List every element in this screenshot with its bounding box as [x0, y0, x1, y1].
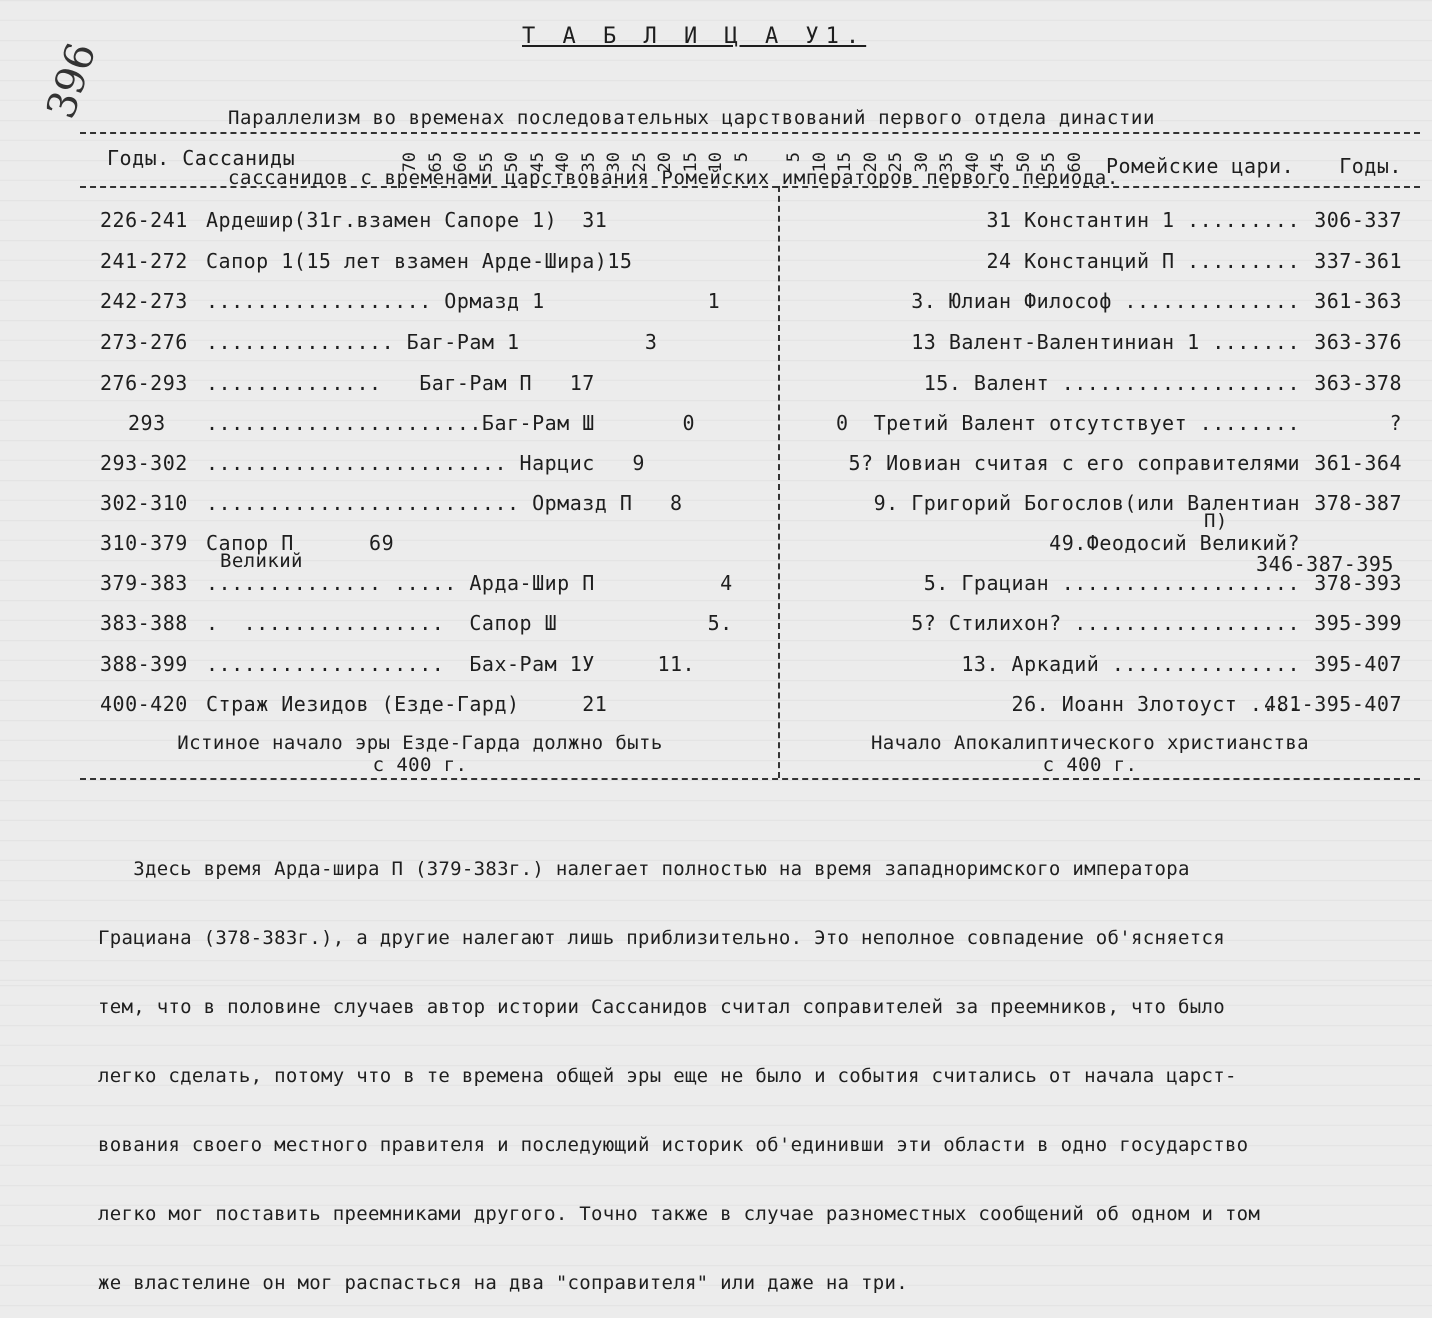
header-divider — [80, 186, 1420, 188]
row-left-ruler: Сапор 1(15 лет взамен Арде-Шира)15 — [206, 249, 633, 273]
left-scale-tick: 20 — [655, 152, 675, 173]
row-right-ruler: 13. Аркадий ............... — [961, 652, 1300, 676]
row-right-ruler: 31 Константин 1 ......... — [986, 208, 1300, 232]
paragraph-line: легко мог поставить преемниками другого. Точно также в случае разноместных сообщений об одном и том — [98, 1203, 1261, 1225]
row-left-years: 379-383 — [100, 571, 188, 595]
right-scale-tick: 30 — [911, 152, 932, 173]
subtitle-line-1: Параллелизм во временах последовательных царствований первого отдела династии — [228, 107, 1155, 129]
paragraph-line: вования своего местного правителя и последующий историк об'единивши эти области в одно государство — [98, 1134, 1249, 1156]
row-right-ruler: 26. Иоанн Злотоуст .... — [1011, 692, 1300, 716]
row-right-ruler: 5? Иовиан считая с его соправителями — [848, 451, 1300, 475]
center-divider — [778, 186, 780, 778]
row-left-years: 310-379 — [100, 531, 188, 555]
left-scale-tick: 65 — [425, 152, 446, 173]
top-divider — [80, 132, 1420, 134]
right-scale-tick: 60 — [1064, 152, 1085, 173]
left-scale-tick: 55 — [476, 152, 497, 173]
right-scale-tick: 40 — [962, 152, 983, 173]
bottom-divider — [80, 778, 1420, 780]
row-left-ruler: ................... Бах-Рам 1У 11. — [206, 652, 696, 676]
paragraph-line: тем, что в половине случаев автор истории Сассанидов считал соправителей за преемников, что было — [98, 996, 1225, 1018]
row-left-years: 302-310 — [100, 491, 188, 515]
footer-right-line-2: с 400 г. — [1042, 754, 1138, 776]
row-right-years: ? — [1389, 411, 1402, 435]
row-left-ruler: ......................Баг-Рам Ш 0 — [206, 411, 696, 435]
left-header-name: Сассаниды — [182, 146, 296, 170]
footer-left — [140, 732, 700, 776]
row-left-ruler: .............. ..... Арда-Шир П 4 — [206, 571, 733, 595]
footer-right — [830, 732, 1350, 776]
feodosiy-years: 346-387-395 — [1256, 552, 1394, 576]
row-left-years: 293 — [128, 411, 166, 435]
row-left-ruler: ............... Баг-Рам 1 3 — [206, 330, 658, 354]
row-right-ruler: 3. Юлиан Философ .............. — [911, 289, 1300, 313]
row-left-years: 388-399 — [100, 652, 188, 676]
row-right-ruler: 9. Григорий Богослов(или Валентиан — [873, 491, 1300, 515]
row-left-ruler: Сапор П 69 — [206, 531, 395, 555]
row-left-years: 383-388 — [100, 611, 188, 635]
right-scale-tick: 10 — [809, 152, 830, 173]
row-right-years: 363-378 — [1314, 371, 1402, 395]
row-right-years: 337-361 — [1314, 249, 1402, 273]
row-right-years: 481-395-407 — [1264, 692, 1402, 716]
row-left-years: 400-420 — [100, 692, 188, 716]
row-right-years: 395-407 — [1314, 652, 1402, 676]
row-left-ruler: .............. Баг-Рам П 17 — [206, 371, 595, 395]
row-left-ruler: .................. Ормазд 1 1 — [206, 289, 721, 313]
row-right-ruler: 15. Валент ................... — [923, 371, 1300, 395]
paragraph-line: Грациана (378-383г.), а другие налегают лишь приблизительно. Это неполное совпадение об'ясняется — [98, 927, 1225, 949]
left-header-years: Годы. — [107, 146, 170, 170]
right-header-name: Ромейские цари. — [1106, 154, 1295, 178]
row-right-ruler: 13 Валент-Валентиниан 1 ....... — [911, 330, 1300, 354]
row-right-ruler: 5. Грациан ................... — [923, 571, 1300, 595]
left-scale-tick: 40 — [553, 152, 573, 173]
left-scale-tick: 60 — [451, 152, 471, 173]
row-left-years: 241-272 — [100, 249, 188, 273]
row-left-years: 242-273 — [100, 289, 188, 313]
row-right-ruler: 0 Третий Валент отсутствует ........ — [835, 411, 1300, 435]
row-left-ruler: . ................ Сапор Ш 5. — [206, 611, 733, 635]
velikiy-note: Великий — [220, 550, 303, 572]
row-right-ruler: 49.Феодосий Великий? — [1049, 531, 1300, 555]
footer-left-line-1: Истиное начало эры Езде-Гарда должно быть — [177, 732, 663, 754]
right-scale-tick: 25 — [886, 152, 906, 173]
paragraph-line: же властелине он мог распасться на два "соправителя" или даже на три. — [98, 1272, 908, 1294]
row-right-years: 378-387 — [1314, 491, 1402, 515]
row-left-ruler: Ардешир(31г.взамен Сапоре 1) 31 — [206, 208, 608, 232]
left-scale-tick: 5 — [731, 152, 752, 163]
row-left-years: 273-276 — [100, 330, 188, 354]
row-right-ruler: 5? Стилихон? .................. — [911, 611, 1300, 635]
row-right-years: 363-376 — [1314, 330, 1402, 354]
valentian-tail: П) — [1204, 510, 1228, 532]
subtitle-line-2: сассанидов с временами царствования Ромейских императоров первого периода. — [228, 167, 1119, 189]
left-scale-tick: 70 — [400, 152, 420, 173]
paragraph-line: легко сделать, потому что в те времена общей эры еще не было и события считались от начала царст- — [98, 1065, 1237, 1087]
row-right-years: 361-363 — [1314, 289, 1402, 313]
row-left-years: 276-293 — [100, 371, 188, 395]
paragraph-line: Здесь время Арда-шира П (379-383г.) налегает полностью на время западноримского императора — [98, 858, 1190, 880]
left-scale-tick: 35 — [578, 152, 599, 173]
left-scale-tick: 45 — [527, 152, 548, 173]
row-left-years: 293-302 — [100, 451, 188, 475]
right-header — [1106, 154, 1402, 178]
row-left-ruler: Страж Иезидов (Езде-Гард) 21 — [206, 692, 608, 716]
footer-left-line-2: с 400 г. — [372, 754, 468, 776]
left-scale-tick: 50 — [502, 152, 522, 173]
right-header-years: Годы. — [1339, 154, 1402, 178]
row-right-years: 361-364 — [1314, 451, 1402, 475]
table-title: Т А Б Л И Ц А У1. — [522, 24, 867, 49]
left-scale-tick: 10 — [706, 152, 726, 173]
left-scale-tick: 15 — [680, 152, 701, 173]
left-header — [107, 146, 295, 170]
row-left-ruler: ......................... Ормазд П 8 — [206, 491, 683, 515]
right-scale-tick: 5 — [784, 152, 804, 163]
right-scale-tick: 45 — [988, 152, 1008, 173]
right-scale-tick: 15 — [835, 152, 855, 173]
right-scale-tick: 50 — [1013, 152, 1034, 173]
left-scale-tick: 30 — [604, 152, 624, 173]
row-left-ruler: ........................ Нарцис 9 — [206, 451, 645, 475]
row-right-years: 306-337 — [1314, 208, 1402, 232]
right-scale-tick: 20 — [860, 152, 881, 173]
row-right-years: 395-399 — [1314, 611, 1402, 635]
handwritten-page-number: 396 — [38, 37, 106, 125]
row-right-years: 378-393 — [1314, 571, 1402, 595]
right-scale-tick: 55 — [1039, 152, 1059, 173]
right-scale-tick: 35 — [937, 152, 957, 173]
footer-right-line-1: Начало Апокалиптического христианства — [870, 732, 1310, 754]
row-left-years: 226-241 — [100, 208, 188, 232]
left-scale-tick: 25 — [629, 152, 650, 173]
explanatory-paragraph — [98, 812, 1260, 1318]
row-right-ruler: 24 Констанций П ......... — [986, 249, 1300, 273]
